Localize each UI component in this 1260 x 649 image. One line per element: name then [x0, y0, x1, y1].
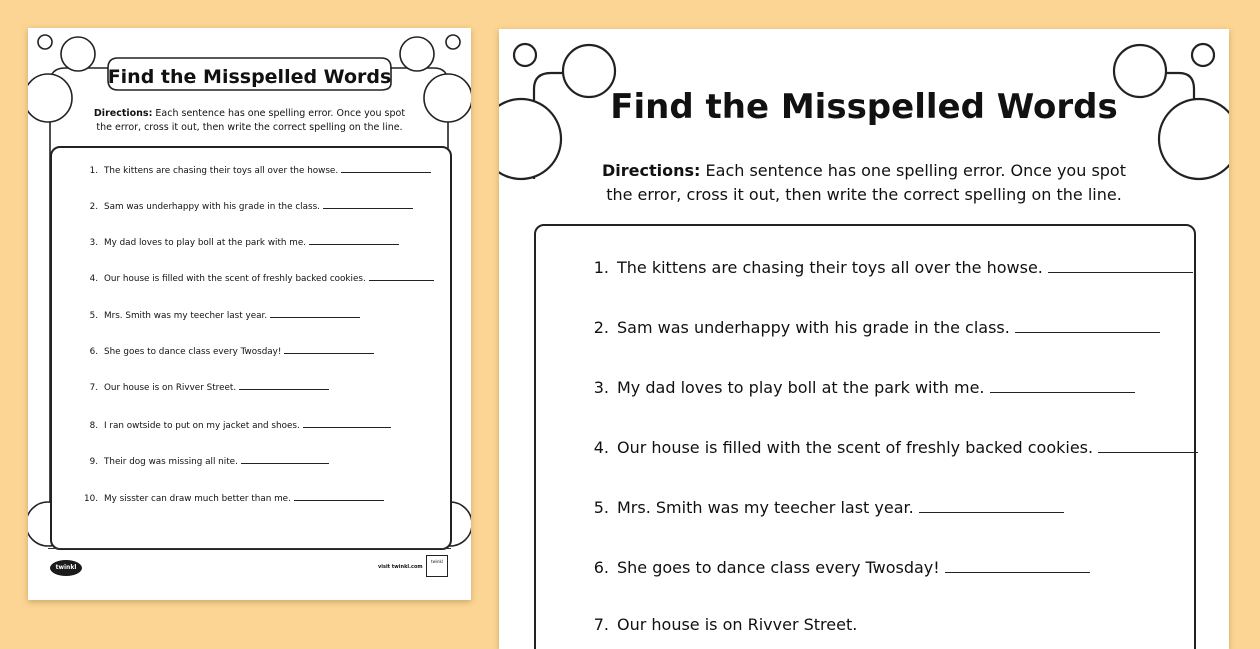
directions-line-1: Each sentence has one spelling error. Once you spot — [705, 161, 1126, 180]
answer-line[interactable] — [1098, 452, 1198, 453]
answer-line[interactable] — [270, 317, 360, 318]
footer-divider — [48, 548, 451, 549]
list-item: 7. Our house is on Rivver Street. — [78, 383, 450, 393]
list-item: 6. She goes to dance class every Twosday! — [78, 347, 450, 357]
directions-line-2: the error, cross it out, then write the correct spelling on the line. — [96, 122, 403, 133]
directions — [28, 107, 471, 135]
list-item: 3. My dad loves to play boll at the park with me. — [78, 238, 450, 248]
list-item: 1. The kittens are chasing their toys all over the howse. — [78, 166, 450, 176]
list-item: 3. My dad loves to play boll at the park with me. — [581, 378, 1194, 397]
answer-line[interactable] — [1048, 272, 1193, 273]
list-item: 4. Our house is filled with the scent of freshly backed cookies. — [581, 438, 1194, 457]
answer-line[interactable] — [919, 512, 1064, 513]
directions-label: Directions: — [93, 108, 153, 119]
list-item: 1. The kittens are chasing their toys all over the howse. — [581, 258, 1194, 277]
list-item: 5. Mrs. Smith was my teecher last year. — [581, 498, 1194, 517]
twinkl-logo: twinkl — [50, 560, 82, 576]
page-title: Find the Misspelled Words — [107, 66, 392, 88]
answer-line[interactable] — [341, 172, 431, 173]
page-title: Find the Misspelled Words — [610, 87, 1118, 127]
list-item: 7. Our house is on Rivver Street. — [593, 615, 858, 634]
footer-url: visit twinkl.com — [378, 564, 423, 570]
list-item: 8. I ran owtside to put on my jacket and shoes. — [78, 421, 450, 431]
list-item: 9. Their dog was missing all nite. — [78, 457, 450, 467]
directions — [499, 159, 1229, 207]
list-item: 5. Mrs. Smith was my teecher last year. — [78, 311, 450, 321]
answer-line[interactable] — [241, 463, 329, 464]
answer-line[interactable] — [1015, 332, 1160, 333]
answer-line[interactable] — [369, 280, 434, 281]
directions-line-2: the error, cross it out, then write the correct spelling on the line. — [606, 185, 1122, 204]
list-item: 2. Sam was underhappy with his grade in the class. — [581, 318, 1194, 337]
sentence-list — [50, 146, 452, 550]
worksheet-zoomed — [499, 29, 1229, 649]
directions-line-1: Each sentence has one spelling error. Once you spot — [155, 108, 406, 119]
answer-line[interactable] — [239, 389, 329, 390]
list-item: 2. Sam was underhappy with his grade in the class. — [78, 202, 450, 212]
quality-stamp: twinkl — [426, 555, 448, 577]
directions-label: Directions: — [602, 161, 701, 180]
sentence-list — [534, 224, 1196, 649]
list-item: 6. She goes to dance class every Twosday! — [581, 558, 1194, 577]
answer-line[interactable] — [323, 208, 413, 209]
answer-line[interactable] — [294, 500, 384, 501]
list-item: 4. Our house is filled with the scent of freshly backed cookies. — [78, 274, 450, 284]
list-item: 10. My sisster can draw much better than me. — [78, 494, 450, 504]
answer-line[interactable] — [309, 244, 399, 245]
answer-line[interactable] — [284, 353, 374, 354]
worksheet-thumbnail — [28, 28, 471, 600]
answer-line[interactable] — [303, 427, 391, 428]
answer-line[interactable] — [945, 572, 1090, 573]
answer-line[interactable] — [990, 392, 1135, 393]
